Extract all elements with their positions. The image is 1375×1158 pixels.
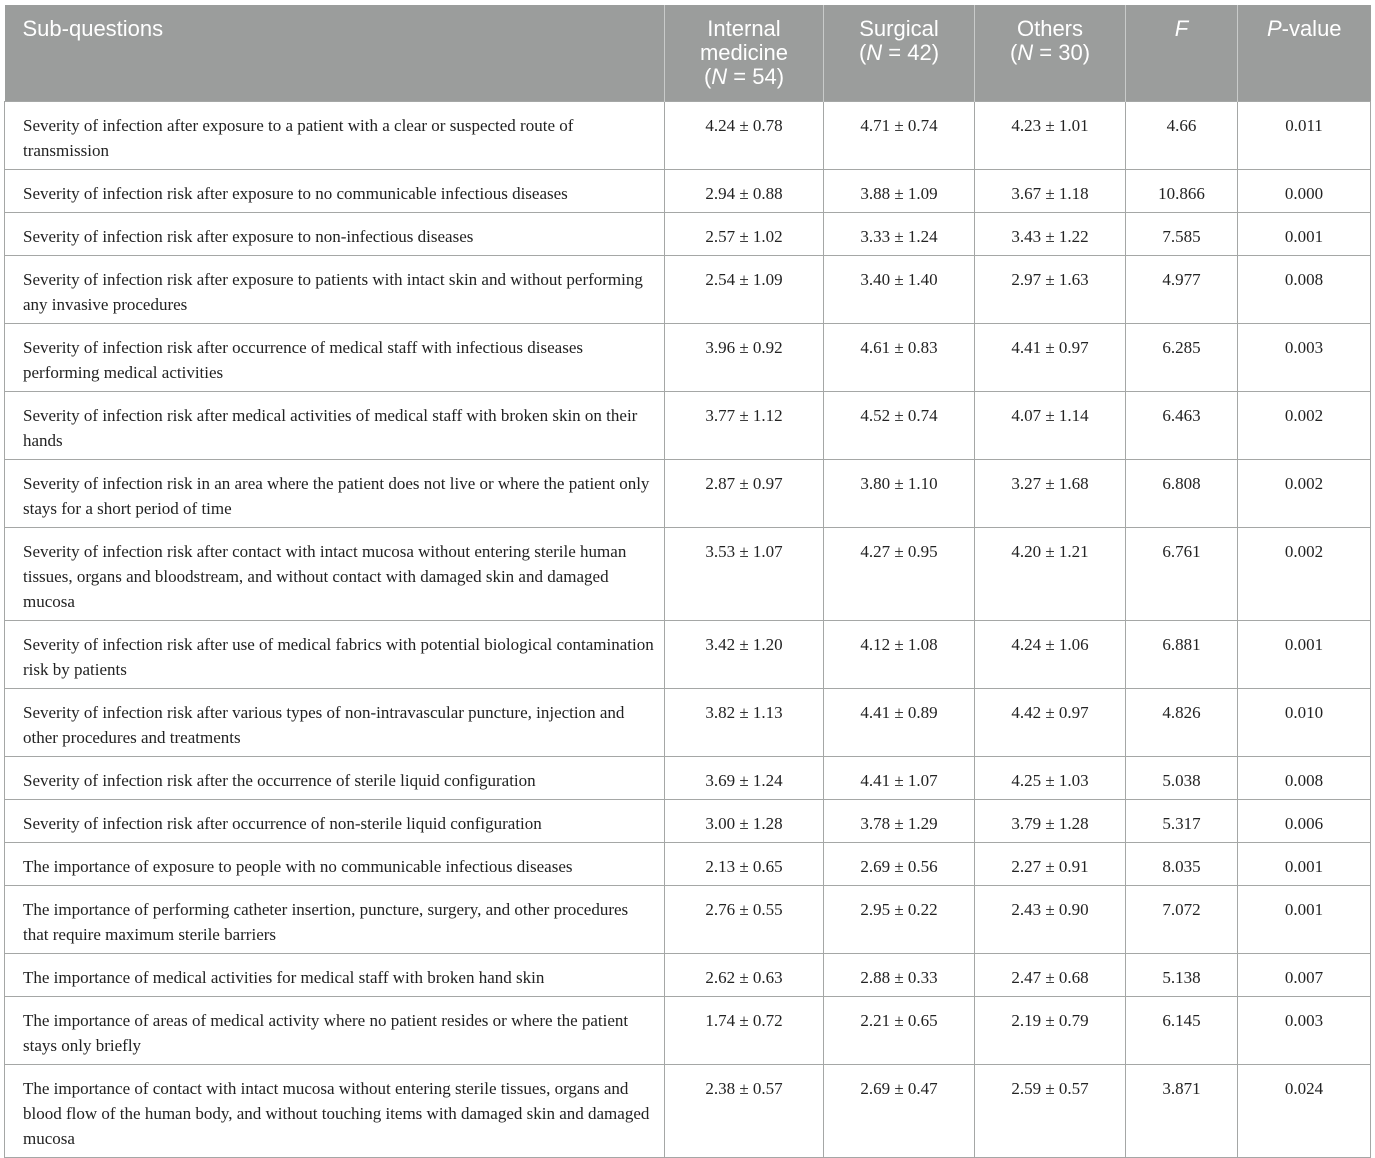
f-cell: 6.881 (1126, 620, 1238, 688)
header-internal-medicine-n: 54 (752, 64, 777, 89)
sub-question-cell: Severity of infection risk after use of medical fabrics with potential biological contamination risk by patients (5, 620, 665, 688)
header-others-n: 30 (1058, 40, 1083, 65)
sub-question-cell: Severity of infection risk after contact with intact mucosa without entering sterile human tissues, organs and bloodstream, and without contact with damaged skin and damaged mucosa (5, 527, 665, 620)
p-value-cell: 0.024 (1238, 1064, 1371, 1157)
sub-question-cell: Severity of infection risk after medical activities of medical staff with broken skin on their hands (5, 391, 665, 459)
header-row (5, 5, 1371, 101)
internal-medicine-cell: 3.00 ± 1.28 (665, 799, 824, 842)
sub-question-cell: Severity of infection after exposure to a patient with a clear or suspected route of transmission (5, 101, 665, 169)
table-row (5, 323, 1371, 391)
table-row (5, 169, 1371, 212)
surgical-cell: 2.69 ± 0.47 (824, 1064, 975, 1157)
internal-medicine-cell: 2.57 ± 1.02 (665, 212, 824, 255)
table-row (5, 688, 1371, 756)
f-cell: 6.145 (1126, 996, 1238, 1064)
results-table (4, 5, 1371, 1158)
sub-question-cell: The importance of contact with intact mucosa without entering sterile tissues, organs and blood flow of the human body, and without touching items with damaged skin and damaged mucosa (5, 1064, 665, 1157)
sub-question-cell: Severity of infection risk after the occurrence of sterile liquid configuration (5, 756, 665, 799)
surgical-cell: 4.61 ± 0.83 (824, 323, 975, 391)
table-row (5, 459, 1371, 527)
f-cell: 7.585 (1126, 212, 1238, 255)
table-row (5, 620, 1371, 688)
sub-question-cell: Severity of infection risk after occurrence of medical staff with infectious diseases performing medical activities (5, 323, 665, 391)
others-cell: 4.42 ± 0.97 (975, 688, 1126, 756)
header-eq: = (1033, 40, 1059, 65)
header-internal-medicine-line2: medicine (699, 40, 789, 65)
table-row (5, 1064, 1371, 1157)
others-cell: 2.97 ± 1.63 (975, 255, 1126, 323)
surgical-cell: 4.41 ± 1.07 (824, 756, 975, 799)
f-cell: 3.871 (1126, 1064, 1238, 1157)
sub-question-cell: Severity of infection risk after exposure to patients with intact skin and without performing any invasive procedures (5, 255, 665, 323)
header-eq: = (727, 64, 753, 89)
p-value-cell: 0.003 (1238, 323, 1371, 391)
internal-medicine-cell: 3.77 ± 1.12 (665, 391, 824, 459)
others-cell: 4.20 ± 1.21 (975, 527, 1126, 620)
f-cell: 6.808 (1126, 459, 1238, 527)
sub-question-cell: The importance of areas of medical activity where no patient resides or where the patient stays only briefly (5, 996, 665, 1064)
surgical-cell: 2.69 ± 0.56 (824, 842, 975, 885)
others-cell: 3.67 ± 1.18 (975, 169, 1126, 212)
f-cell: 4.66 (1126, 101, 1238, 169)
header-surgical-n: 42 (907, 40, 932, 65)
sub-question-cell: Severity of infection risk after exposure to no communicable infectious diseases (5, 169, 665, 212)
table-row (5, 842, 1371, 885)
sub-question-cell: Severity of infection risk after exposure to non-infectious diseases (5, 212, 665, 255)
f-cell: 5.038 (1126, 756, 1238, 799)
header-n-symbol: N (711, 64, 728, 89)
others-cell: 2.59 ± 0.57 (975, 1064, 1126, 1157)
header-eq: = (882, 40, 908, 65)
p-value-cell: 0.002 (1238, 391, 1371, 459)
header-f: F (1126, 5, 1238, 101)
others-cell: 4.25 ± 1.03 (975, 756, 1126, 799)
header-internal-medicine-line1: Internal (707, 16, 781, 41)
surgical-cell: 2.95 ± 0.22 (824, 885, 975, 953)
internal-medicine-cell: 3.96 ± 0.92 (665, 323, 824, 391)
p-value-cell: 0.001 (1238, 620, 1371, 688)
surgical-cell: 3.40 ± 1.40 (824, 255, 975, 323)
internal-medicine-cell: 2.76 ± 0.55 (665, 885, 824, 953)
surgical-cell: 4.41 ± 0.89 (824, 688, 975, 756)
table-row (5, 527, 1371, 620)
f-cell: 8.035 (1126, 842, 1238, 885)
internal-medicine-cell: 3.69 ± 1.24 (665, 756, 824, 799)
table-row (5, 799, 1371, 842)
table-row (5, 756, 1371, 799)
table-row (5, 101, 1371, 169)
f-cell: 4.826 (1126, 688, 1238, 756)
internal-medicine-cell: 2.38 ± 0.57 (665, 1064, 824, 1157)
others-cell: 3.79 ± 1.28 (975, 799, 1126, 842)
surgical-cell: 3.78 ± 1.29 (824, 799, 975, 842)
others-cell: 2.27 ± 0.91 (975, 842, 1126, 885)
header-others: Others (N = 30) (975, 5, 1126, 101)
surgical-cell: 4.12 ± 1.08 (824, 620, 975, 688)
p-value-cell: 0.001 (1238, 885, 1371, 953)
header-internal-medicine: Internal medicine (N = 54) (665, 5, 824, 101)
surgical-cell: 4.27 ± 0.95 (824, 527, 975, 620)
sub-question-cell: The importance of performing catheter insertion, puncture, surgery, and other procedures that require maximum sterile barriers (5, 885, 665, 953)
others-cell: 2.19 ± 0.79 (975, 996, 1126, 1064)
others-cell: 3.43 ± 1.22 (975, 212, 1126, 255)
p-value-cell: 0.011 (1238, 101, 1371, 169)
others-cell: 4.24 ± 1.06 (975, 620, 1126, 688)
p-value-cell: 0.002 (1238, 459, 1371, 527)
sub-question-cell: The importance of medical activities for medical staff with broken hand skin (5, 953, 665, 996)
sub-question-cell: Severity of infection risk after occurrence of non-sterile liquid configuration (5, 799, 665, 842)
internal-medicine-cell: 3.82 ± 1.13 (665, 688, 824, 756)
sub-question-cell: Severity of infection risk after various types of non-intravascular puncture, injection and other procedures and treatments (5, 688, 665, 756)
table-row (5, 996, 1371, 1064)
others-cell: 2.47 ± 0.68 (975, 953, 1126, 996)
surgical-cell: 4.52 ± 0.74 (824, 391, 975, 459)
f-cell: 5.138 (1126, 953, 1238, 996)
f-cell: 10.866 (1126, 169, 1238, 212)
header-p-suffix: -value (1281, 16, 1342, 41)
others-cell: 4.41 ± 0.97 (975, 323, 1126, 391)
surgical-cell: 3.33 ± 1.24 (824, 212, 975, 255)
surgical-cell: 3.80 ± 1.10 (824, 459, 975, 527)
p-value-cell: 0.010 (1238, 688, 1371, 756)
sub-question-cell: The importance of exposure to people with no communicable infectious diseases (5, 842, 665, 885)
f-cell: 5.317 (1126, 799, 1238, 842)
header-surgical-label: Surgical (859, 16, 939, 41)
internal-medicine-cell: 2.54 ± 1.09 (665, 255, 824, 323)
f-cell: 4.977 (1126, 255, 1238, 323)
header-others-label: Others (1016, 16, 1084, 41)
others-cell: 2.43 ± 0.90 (975, 885, 1126, 953)
p-value-cell: 0.002 (1238, 527, 1371, 620)
table-row (5, 885, 1371, 953)
surgical-cell: 2.21 ± 0.65 (824, 996, 975, 1064)
internal-medicine-cell: 2.62 ± 0.63 (665, 953, 824, 996)
internal-medicine-cell: 2.94 ± 0.88 (665, 169, 824, 212)
internal-medicine-cell: 3.53 ± 1.07 (665, 527, 824, 620)
sub-question-cell: Severity of infection risk in an area where the patient does not live or where the patient only stays for a short period of time (5, 459, 665, 527)
surgical-cell: 3.88 ± 1.09 (824, 169, 975, 212)
internal-medicine-cell: 2.87 ± 0.97 (665, 459, 824, 527)
internal-medicine-cell: 2.13 ± 0.65 (665, 842, 824, 885)
internal-medicine-cell: 4.24 ± 0.78 (665, 101, 824, 169)
p-value-cell: 0.000 (1238, 169, 1371, 212)
others-cell: 4.23 ± 1.01 (975, 101, 1126, 169)
header-surgical: Surgical (N = 42) (824, 5, 975, 101)
internal-medicine-cell: 1.74 ± 0.72 (665, 996, 824, 1064)
p-value-cell: 0.007 (1238, 953, 1371, 996)
header-sub-questions: Sub-questions (5, 5, 665, 101)
p-value-cell: 0.003 (1238, 996, 1371, 1064)
surgical-cell: 4.71 ± 0.74 (824, 101, 975, 169)
others-cell: 3.27 ± 1.68 (975, 459, 1126, 527)
others-cell: 4.07 ± 1.14 (975, 391, 1126, 459)
p-value-cell: 0.006 (1238, 799, 1371, 842)
p-value-cell: 0.008 (1238, 255, 1371, 323)
f-cell: 6.761 (1126, 527, 1238, 620)
table-row (5, 391, 1371, 459)
table-row (5, 255, 1371, 323)
internal-medicine-cell: 3.42 ± 1.20 (665, 620, 824, 688)
table-row (5, 212, 1371, 255)
header-n-symbol: N (1017, 40, 1034, 65)
surgical-cell: 2.88 ± 0.33 (824, 953, 975, 996)
p-value-cell: 0.001 (1238, 212, 1371, 255)
p-value-cell: 0.008 (1238, 756, 1371, 799)
p-value-cell: 0.001 (1238, 842, 1371, 885)
f-cell: 6.463 (1126, 391, 1238, 459)
header-n-symbol: N (866, 40, 883, 65)
header-p-symbol: P (1266, 16, 1282, 41)
f-cell: 7.072 (1126, 885, 1238, 953)
table-row (5, 953, 1371, 996)
header-p-value (1238, 5, 1371, 101)
f-cell: 6.285 (1126, 323, 1238, 391)
